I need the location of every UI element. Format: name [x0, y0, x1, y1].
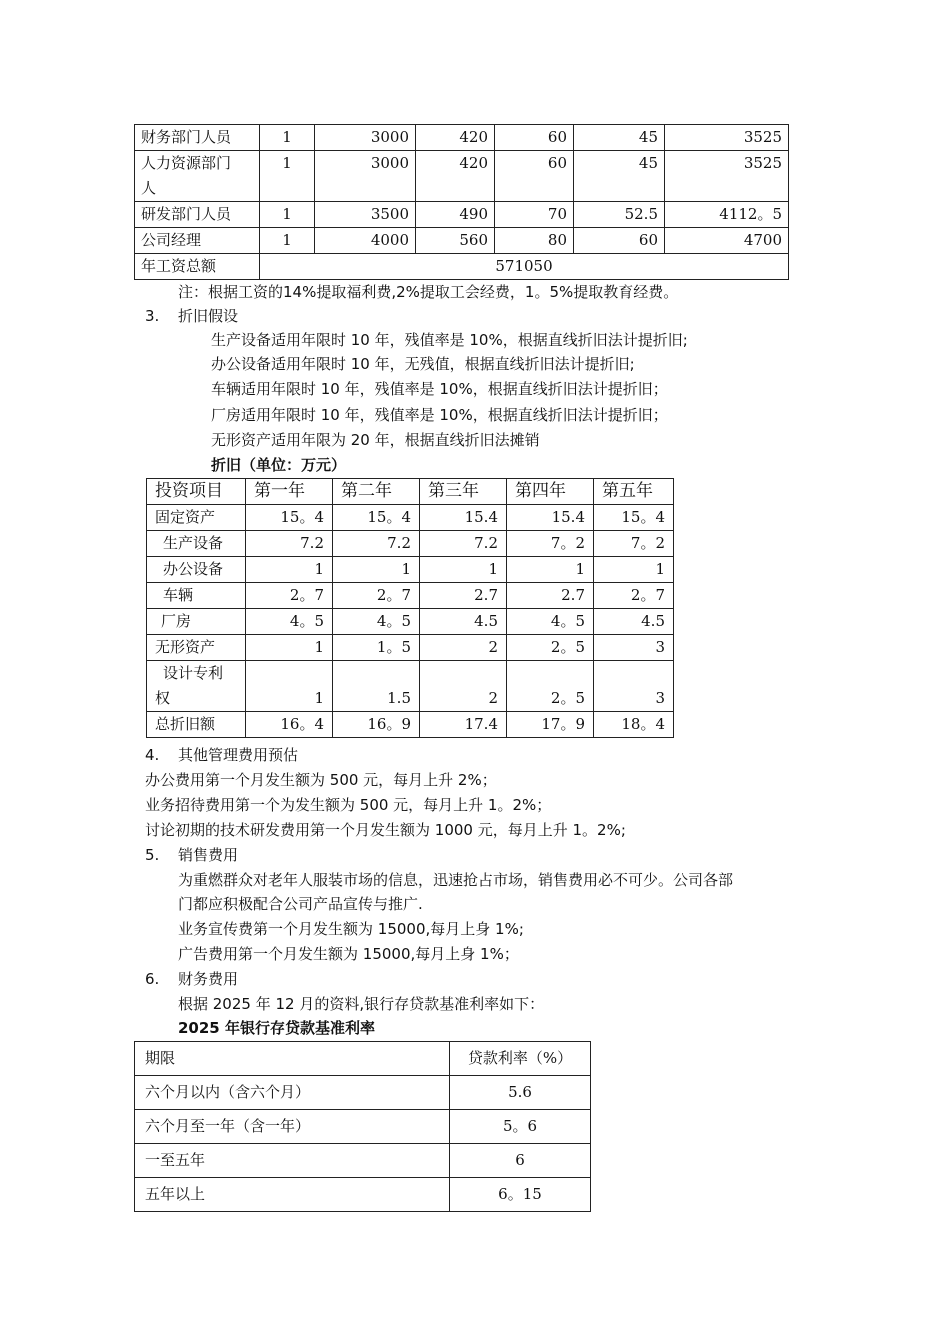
row-label: 厂房 [147, 609, 246, 635]
paragraph-line: 为重燃群众对老年人服装市场的信息，迅速抢占市场，销售费用必不可少。公司各部 [178, 871, 734, 889]
cell: 4.5 [594, 609, 674, 635]
cell: 五年以上 [135, 1178, 450, 1212]
cell: 16。4 [246, 712, 333, 738]
cell: 3 [594, 661, 674, 712]
row-label: 财务部门人员 [135, 125, 260, 151]
cell: 17.4 [420, 712, 507, 738]
table-title: 折旧（单位：万元） [211, 456, 347, 474]
depreciation-table [146, 478, 674, 738]
cell: 3000 [315, 125, 416, 151]
cell: 60 [495, 151, 574, 202]
cell: 5.6 [450, 1076, 591, 1110]
paragraph-line: 讨论初期的技术研发费用第一个月发生额为 1000 元，每月上升 1。2%; [145, 821, 626, 839]
paragraph-line: 广告费用第一个月发生额为 15000,每月上身 1%； [178, 945, 519, 963]
table-row [135, 254, 789, 280]
column-header: 第一年 [246, 479, 333, 505]
cell: 4.5 [420, 609, 507, 635]
cell: 3500 [315, 202, 416, 228]
section-number: 5. [145, 846, 160, 864]
table-row [147, 583, 674, 609]
cell: 4700 [665, 228, 789, 254]
row-label: 固定资产 [147, 505, 246, 531]
cell: 2。5 [507, 635, 594, 661]
section-number: 4. [145, 746, 160, 764]
column-header: 第三年 [420, 479, 507, 505]
cell: 3525 [665, 125, 789, 151]
paragraph-line: 生产设备适用年限时 10 年，残值率是 10%，根据直线折旧法计提折旧; [211, 331, 688, 349]
table-header-row [135, 1042, 591, 1076]
table-row [147, 609, 674, 635]
cell: 1 [420, 557, 507, 583]
cell: 3525 [665, 151, 789, 202]
paragraph-line: 业务宣传费第一个月发生额为 15000,每月上身 1%; [178, 920, 524, 938]
row-label: 公司经理 [135, 228, 260, 254]
row-label: 无形资产 [147, 635, 246, 661]
row-label: 研发部门人员 [135, 202, 260, 228]
cell: 3000 [315, 151, 416, 202]
cell: 45 [574, 151, 665, 202]
cell: 60 [574, 228, 665, 254]
cell: 3 [594, 635, 674, 661]
table-row [135, 1110, 591, 1144]
cell: 16。9 [333, 712, 420, 738]
rate-table [134, 1041, 591, 1212]
cell: 4。5 [507, 609, 594, 635]
cell: 1 [260, 202, 315, 228]
table-row [135, 151, 789, 202]
cell: 1 [260, 228, 315, 254]
column-header: 贷款利率（%） [450, 1042, 591, 1076]
cell: 1 [260, 125, 315, 151]
table-row [135, 1076, 591, 1110]
section-number: 6. [145, 970, 160, 988]
table-row [135, 202, 789, 228]
paragraph-line: 业务招待费用第一个为发生额为 500 元，每月上升 1。2%； [145, 796, 552, 814]
table-row [147, 531, 674, 557]
paragraph-line: 办公设备适用年限时 10 年，无残值，根据直线折旧法计提折旧; [211, 355, 635, 373]
paragraph-line: 无形资产适用年限为 20 年，根据直线折旧法摊销 [211, 431, 540, 449]
table-row [147, 712, 674, 738]
cell: 1 [246, 661, 333, 712]
table-row [147, 635, 674, 661]
column-header: 第五年 [594, 479, 674, 505]
note-text: 注：根据工资的14%提取福利费,2%提取工会经费，1。5%提取教育经费。 [178, 283, 679, 301]
section-title: 销售费用 [178, 846, 239, 864]
table-row [147, 505, 674, 531]
paragraph-line: 厂房适用年限时 10 年，残值率是 10%，根据直线折旧法计提折旧； [211, 406, 668, 424]
table-title: 2025 年银行存贷款基准利率 [178, 1019, 375, 1037]
cell: 420 [416, 125, 495, 151]
cell: 2。7 [246, 583, 333, 609]
row-label [147, 661, 246, 712]
section-title: 折旧假设 [178, 307, 239, 325]
row-label: 车辆 [147, 583, 246, 609]
cell: 17。9 [507, 712, 594, 738]
cell: 2 [420, 661, 507, 712]
cell: 1 [246, 557, 333, 583]
cell: 六个月至一年（含一年） [135, 1110, 450, 1144]
section-number: 3. [145, 307, 160, 325]
table-row [135, 1144, 591, 1178]
row-label: 生产设备 [147, 531, 246, 557]
column-header: 期限 [135, 1042, 450, 1076]
cell: 6。15 [450, 1178, 591, 1212]
paragraph-line: 车辆适用年限时 10 年，残值率是 10%，根据直线折旧法计提折旧； [211, 380, 668, 398]
row-label-line: 人 [141, 179, 157, 197]
cell: 2.7 [420, 583, 507, 609]
column-header: 第二年 [333, 479, 420, 505]
cell: 2 [420, 635, 507, 661]
paragraph-line: 门都应积极配合公司产品宣传与推广. [178, 895, 423, 913]
table-header-row [147, 479, 674, 505]
cell: 6 [450, 1144, 591, 1178]
table-row [135, 228, 789, 254]
cell: 420 [416, 151, 495, 202]
row-label-line: 设计专利 [163, 664, 224, 682]
cell: 4。5 [246, 609, 333, 635]
section-title: 财务费用 [178, 970, 239, 988]
cell: 一至五年 [135, 1144, 450, 1178]
cell: 1 [507, 557, 594, 583]
cell: 60 [495, 125, 574, 151]
table-row [147, 557, 674, 583]
cell: 7。2 [507, 531, 594, 557]
cell: 2。5 [507, 661, 594, 712]
salary-table [134, 124, 789, 280]
cell: 15.4 [420, 505, 507, 531]
cell: 52.5 [574, 202, 665, 228]
column-header: 第四年 [507, 479, 594, 505]
table-row [135, 1178, 591, 1212]
cell: 1 [594, 557, 674, 583]
cell: 45 [574, 125, 665, 151]
cell: 490 [416, 202, 495, 228]
cell: 2.7 [507, 583, 594, 609]
cell: 5。6 [450, 1110, 591, 1144]
row-label-line: 权 [155, 689, 171, 707]
cell: 2。7 [333, 583, 420, 609]
cell: 15。4 [246, 505, 333, 531]
cell: 4000 [315, 228, 416, 254]
cell: 15。4 [594, 505, 674, 531]
paragraph-line: 办公费用第一个月发生额为 500 元，每月上升 2%； [145, 771, 497, 789]
cell: 80 [495, 228, 574, 254]
section-title: 其他管理费用预估 [178, 746, 299, 764]
row-label-line: 人力资源部门 [141, 154, 232, 172]
row-label: 办公设备 [147, 557, 246, 583]
cell: 1.5 [333, 661, 420, 712]
cell: 7.2 [333, 531, 420, 557]
column-header: 投资项目 [147, 479, 246, 505]
table-row [147, 661, 674, 712]
cell: 1 [260, 151, 315, 202]
cell: 70 [495, 202, 574, 228]
annual-value: 571050 [260, 254, 789, 280]
cell: 7。2 [594, 531, 674, 557]
cell: 1 [246, 635, 333, 661]
row-label: 总折旧额 [147, 712, 246, 738]
cell: 560 [416, 228, 495, 254]
cell: 18。4 [594, 712, 674, 738]
paragraph-line: 根据 2025 年 12 月的资料,银行存贷款基准利率如下： [178, 995, 545, 1013]
cell: 15.4 [507, 505, 594, 531]
cell: 4。5 [333, 609, 420, 635]
cell: 15。4 [333, 505, 420, 531]
cell: 7.2 [246, 531, 333, 557]
cell: 7.2 [420, 531, 507, 557]
cell: 1 [333, 557, 420, 583]
cell: 1。5 [333, 635, 420, 661]
cell: 六个月以内（含六个月） [135, 1076, 450, 1110]
cell: 4112。5 [665, 202, 789, 228]
annual-label: 年工资总额 [135, 254, 260, 280]
row-label [135, 151, 260, 202]
table-row [135, 125, 789, 151]
cell: 2。7 [594, 583, 674, 609]
